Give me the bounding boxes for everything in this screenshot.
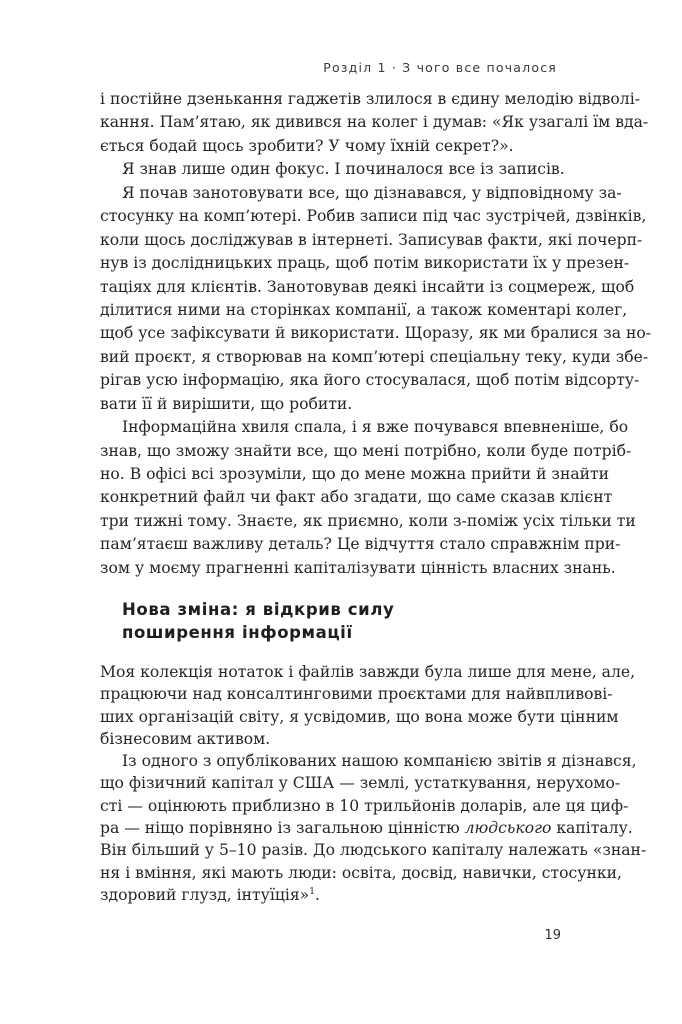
- text-line: вати її й вирішити, що робити.: [100, 394, 353, 413]
- section-heading-line: Нова зміна: я відкрив силу: [122, 600, 395, 619]
- text-segment: .: [314, 885, 320, 904]
- text-line: таціях для клієнтів. Занотовував деякі інсайти із соцмереж, щоб: [100, 277, 635, 296]
- text-line: Моя колекція нотаток і файлів завжди була лише для мене, але,: [100, 663, 636, 681]
- text-line: сті — оцінюють приблизно в 10 трильйонів доларів, але ця циф-: [100, 796, 629, 815]
- text-line: зом у моєму прагненні капіталізувати цінність власних знань.: [100, 558, 616, 577]
- emphasis-text: людського: [464, 819, 552, 838]
- text-line: що фізичний капітал у США — землі, устаткування, нерухомо-: [100, 774, 621, 793]
- text-line: щоб усе зафіксувати й використати. Щоразу, як ми бралися за но-: [100, 324, 652, 343]
- text-line: ших організацій світу, я усвідомив, що вона може бути цінним: [100, 707, 619, 726]
- text-line: [100, 884, 587, 906]
- text-line: і постійне дзенькання гаджетів злилося в єдину мелодію відволі-: [100, 90, 640, 108]
- text-line: Я почав занотовувати все, що дізнавався, у відповідному за-: [122, 183, 622, 202]
- section-heading: [122, 598, 394, 644]
- text-line: коли щось досліджував в інтернеті. Записував факти, які почерп-: [100, 230, 643, 249]
- text-line: но. В офісі всі зрозуміли, що до мене можна прийти й знайти: [100, 465, 610, 483]
- text-line: ється бодай щось зробити? У чому їхній секрет?».: [100, 136, 514, 155]
- text-line: стосунку на комп’ютері. Робив записи під час зустрічей, дзвінків,: [100, 207, 647, 226]
- body-text-section-2: [100, 661, 647, 906]
- section-heading-line: поширення інформації: [122, 623, 353, 642]
- footnote-marker: 1: [309, 886, 315, 897]
- text-line: конкретний файл чи факт або згадати, що саме сказав клієнт: [100, 488, 613, 507]
- text-line: Він більший у 5–10 разів. До людського капіталу належать «знан-: [100, 841, 647, 860]
- text-line: пам’ятаєш важливу деталь? Це відчуття стало справжнім при-: [100, 535, 621, 554]
- text-segment: здоровий глузд, інтуїція»: [100, 885, 310, 904]
- running-head: Розділ 1 · З чого все почалося: [323, 60, 557, 75]
- text-line: ділитися ними на сторінках компанії, а також коментарі колег,: [100, 300, 628, 319]
- body-text-section-1: [100, 88, 652, 580]
- text-line: працюючи над консалтинговими проєктами для найвпливові-: [100, 685, 613, 704]
- text-line: [100, 817, 633, 839]
- text-line: нув із дослідницьких праць, щоб потім використати їх у презен-: [100, 254, 630, 273]
- text-line: бізнесовим активом.: [100, 729, 271, 748]
- text-line: рігав усю інформацію, яка його стосувалася, щоб потім відсорту-: [100, 371, 640, 390]
- text-line: три тижні тому. Знаєте, як приємно, коли з-поміж усіх тільки ти: [100, 511, 636, 530]
- text-line: Інформаційна хвиля спала, і я вже почувався впевненіше, бо: [122, 418, 629, 437]
- text-line: кання. Пам’ятаю, як дивився на колег і думав: «Як узагалі їм вда-: [100, 113, 649, 132]
- text-line: Із одного з опублікованих нашою компанією звітів я дізнався,: [122, 752, 637, 771]
- text-line: знав, що зможу знайти все, що мені потрібно, коли буде потріб-: [100, 441, 632, 460]
- text-segment: ра — ніщо порівняно із загальною цінністю: [100, 819, 465, 838]
- text-line: Я знав лише один фокус. І починалося все із записів.: [122, 160, 565, 179]
- page-number: 19: [544, 928, 561, 943]
- text-segment: капіталу.: [551, 819, 633, 838]
- text-line: вий проєкт, я створював на комп’ютері спеціальну теку, куди збе-: [100, 347, 649, 366]
- text-line: ня і вміння, які мають люди: освіта, досвід, навички, стосунки,: [100, 863, 622, 882]
